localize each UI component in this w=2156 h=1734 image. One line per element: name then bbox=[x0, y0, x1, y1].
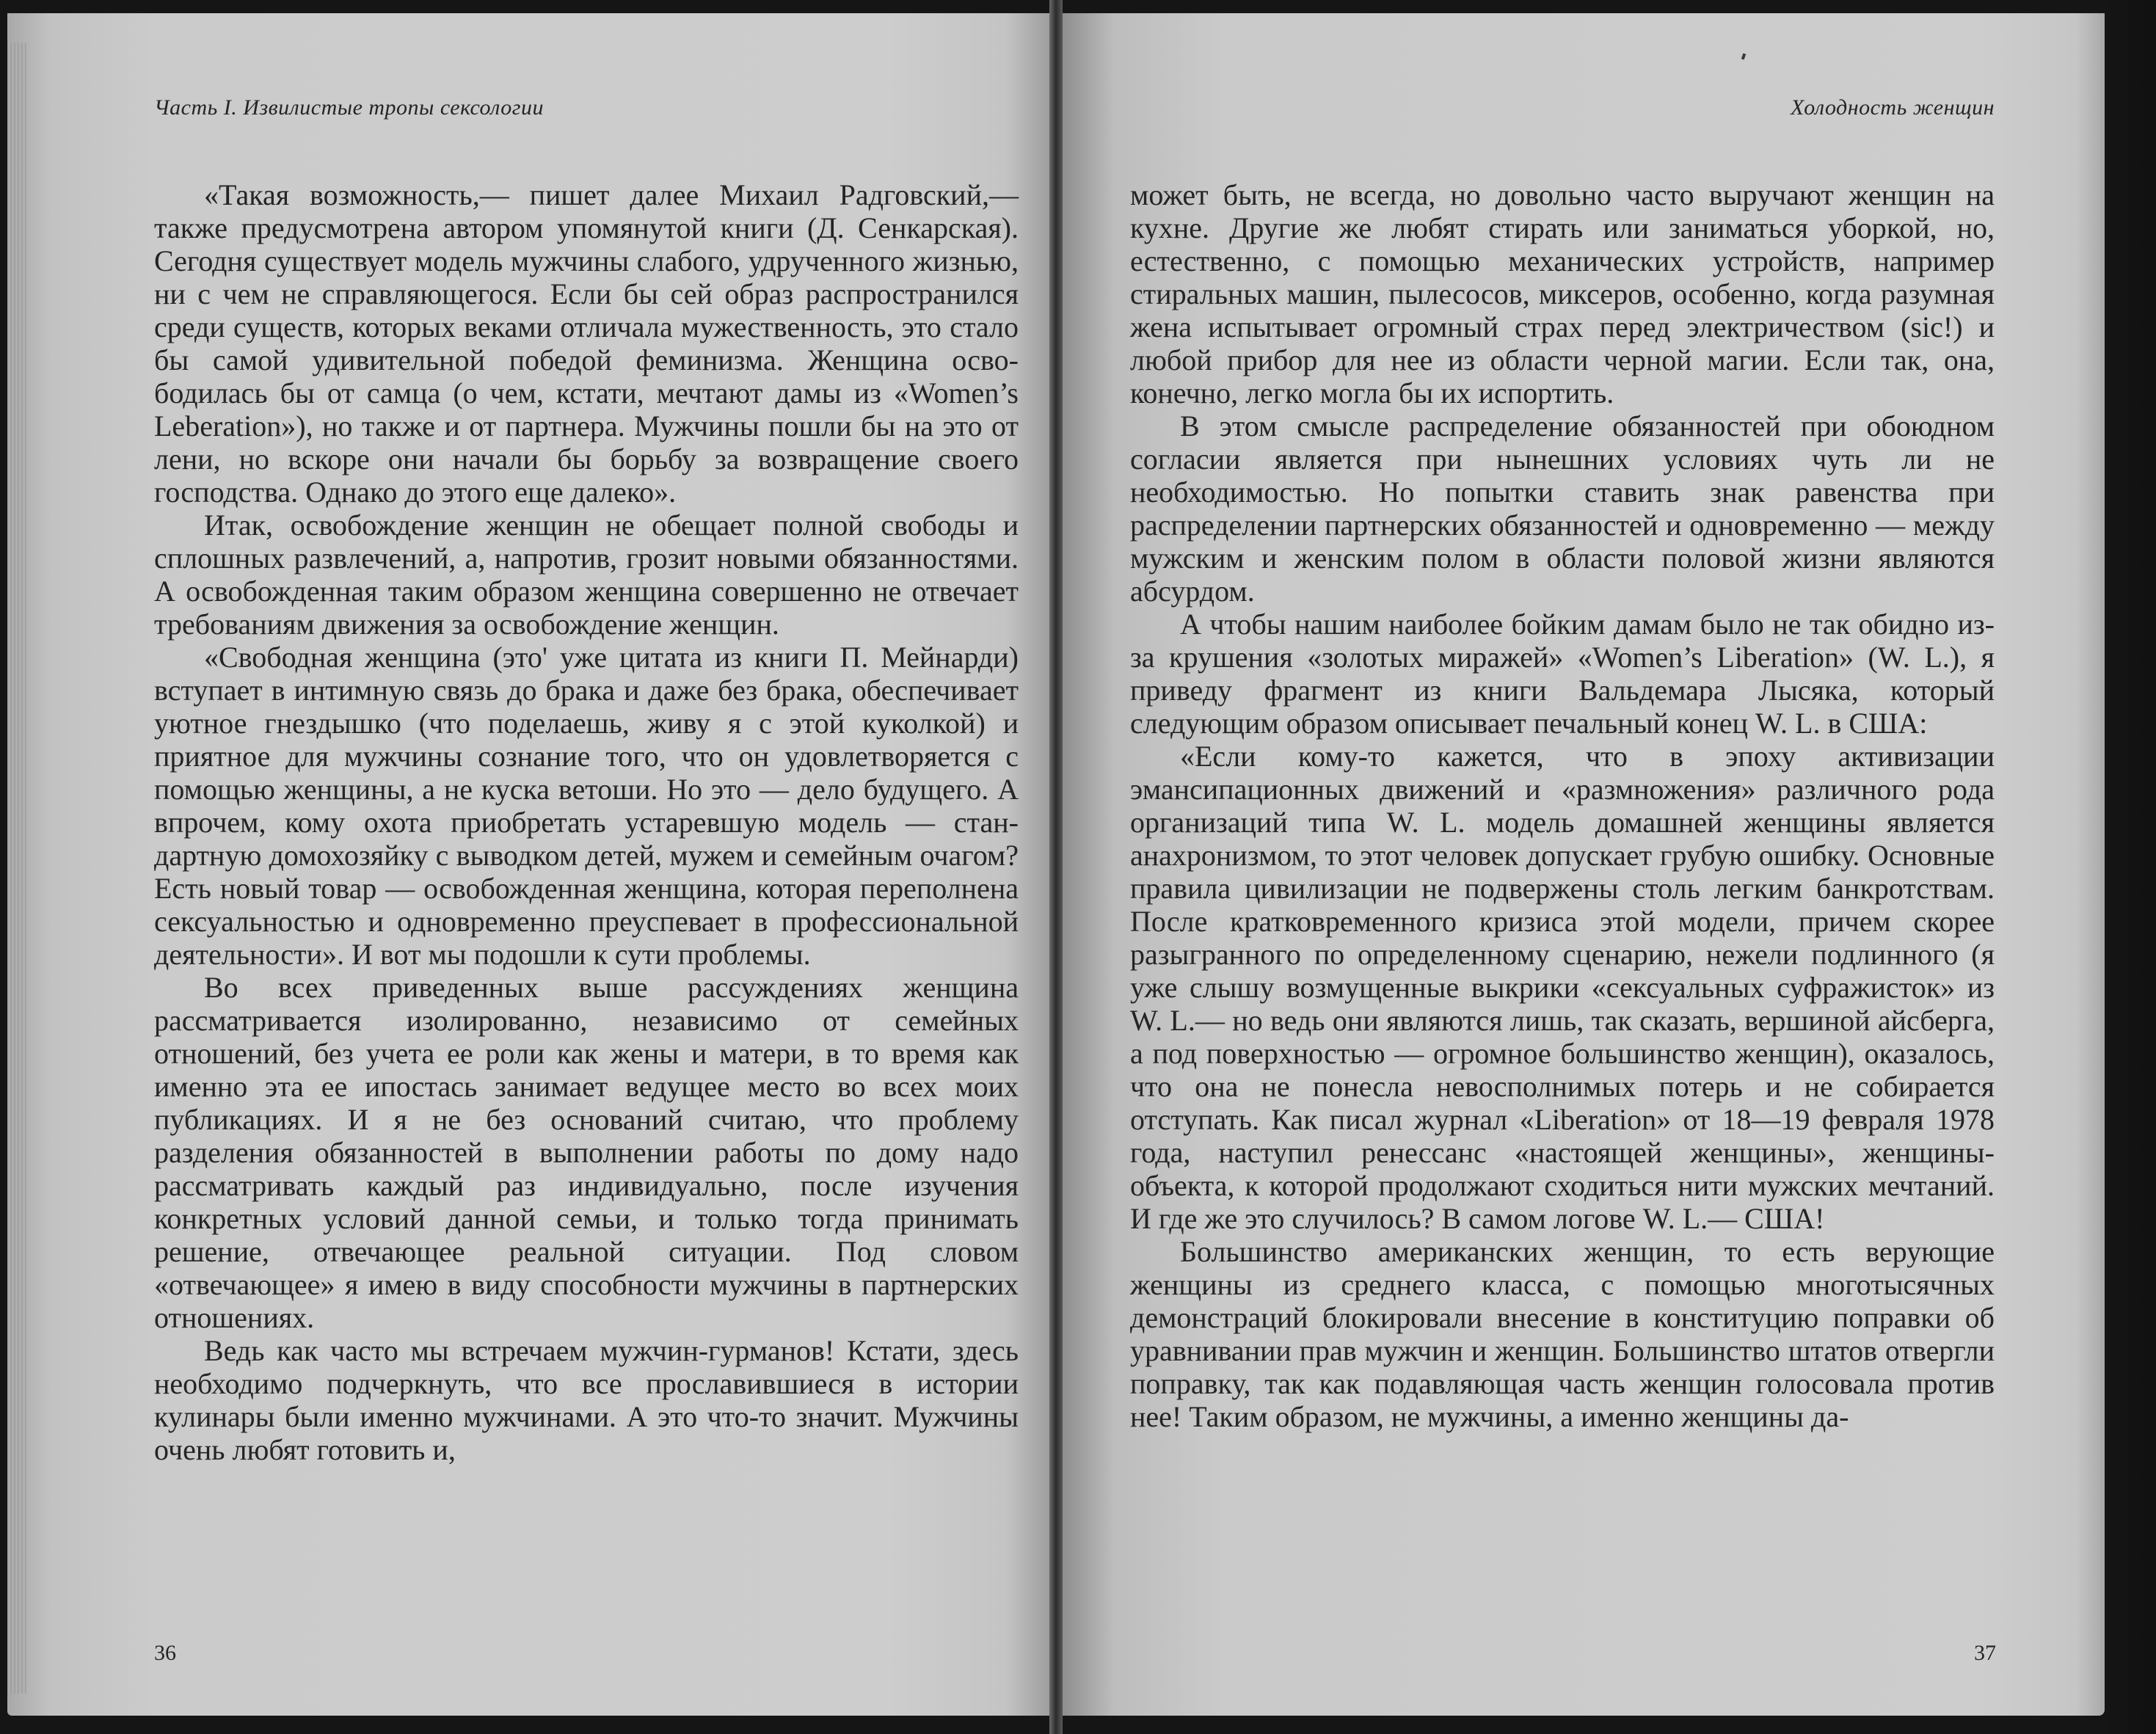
right-page-number: 37 bbox=[1974, 1641, 1996, 1665]
left-paragraph: «Такая возможность,— пишет далее Михаил Радговский,— также предусмотрена автором упомянутой книги (Д. Сенкарская). Сегодня существует модель мужчины слабого, удрученного жизнью, ни с чем не справляющегося. Если бы сей образ распространился среди существ, которых веками отличала мужественность, это стало бы самой удивительной победой феминизма. Женщина освободилась бы от самца (о чем, кстати, мечтают дамы из «Women’s Leberation»), но также и от партнера. Мужчины пошли бы на это от лени, но вскоре они начали бы борьбу за возвращение своего господства. Однако до этого еще далеко». bbox=[154, 178, 1019, 509]
left-paragraph: Во всех приведенных выше рассуждениях женщина рассматривается изолированно, независимо от семейных отношений, без учета ее роли как жены и матери, в то время как именно эта ее ипостась занимает ведущее место во всех моих публикациях. И я не без оснований считаю, что проблему разделения обязанностей в выполнении работы по дому надо рассматривать каждый раз индивидуально, после изучения конкретных условий данной семьи, и только тогда принимать решение, отвечающее реальной ситуации. Под словом «отвечающее» я имею в виду способности мужчины в партнерских отношениях. bbox=[154, 971, 1019, 1334]
left-running-head: Часть I. Извилистые тропы сексологии bbox=[154, 95, 544, 120]
right-paragraph: «Если кому-то кажется, что в эпоху активизации эмансипационных движений и «размножения» различного рода организаций типа W. L. модель домашней женщины является анахронизмом, то этот человек допускает грубую ошибку. Основные правила цивилизации не подвержены столь легким банкротствам. После кратковременного кризиса этой модели, причем скорее разыгранного по определенному сценарию, нежели подлинного (я уже слышу возмущенные выкрики «сексуальных суфражисток» из W. L.— но ведь они являются лишь, так сказать, вершиной айсберга, а под поверхностью — огромное большинство женщин), оказалось, что она не понесла невосполнимых потерь и не собирается отступать. Как писал журнал «Liberation» от 18—19 февраля 1978 года, наступил ренессанс «настоящей женщины», женщины-объекта, к которой продолжают сходиться нити мужских мечтаний. И где же это случилось? В самом логове W. L.— США! bbox=[1130, 740, 1995, 1235]
left-page bbox=[7, 13, 1049, 1716]
left-paragraph: Ведь как часто мы встречаем мужчин-гурманов! Кстати, здесь необходимо подчеркнуть, что все прославившиеся в истории кулинары были именно мужчинами. А это что-то значит. Мужчины очень любят готовить и, bbox=[154, 1334, 1019, 1466]
right-running-head: Холодность женщин bbox=[1791, 95, 1995, 120]
right-page bbox=[1063, 13, 2105, 1716]
print-speck bbox=[1741, 54, 1746, 60]
right-paragraph: А чтобы нашим наиболее бойким дамам было не так обидно из-за крушения «золотых миражей» «Women’s Liberation» (W. L.), я приведу фрагмент из книги Вальдемара Лысяка, который следующим образом описывает печальный конец W. L. в США: bbox=[1130, 608, 1995, 740]
page-edges bbox=[7, 43, 26, 1694]
left-paragraph: «Свободная женщина (это' уже цитата из книги П. Мейнарди) вступает в интимную связь до брака и даже без брака, обеспечивает уютное гнездышко (что поделаешь, живу я с этой куколкой) и приятное для мужчины сознание того, что он удовлетворяется с помощью женщины, а не куска ветоши. Но это — дело будущего. А впрочем, кому охота приобретать устаревшую модель — стандартную домохозяйку с выводком детей, мужем и семейным очагом? Есть новый товар — освобожденная женщина, которая переполнена сексуальностью и одновременно преуспевает в профессиональной деятельности». И вот мы подошли к сути проблемы. bbox=[154, 641, 1019, 971]
left-paragraph: Итак, освобождение женщин не обещает полной свободы и сплошных развлечений, а, напротив, грозит новыми обязанностями. А освобожденная таким образом женщина совершенно не отвечает требованиям движения за освобождение женщин. bbox=[154, 509, 1019, 641]
book-gutter bbox=[1049, 0, 1063, 1734]
left-text-block bbox=[154, 178, 1019, 1466]
right-text-block bbox=[1130, 178, 1995, 1433]
right-paragraph: Большинство американских женщин, то есть верующие женщины из среднего класса, с помощью многотысячных демонстраций блокировали внесение в конституцию поправки об уравнивании прав мужчин и женщин. Большинство штатов отвергли поправку, так как подавляющая часть женщин голосовала против нее! Таким образом, не мужчины, а именно женщины да- bbox=[1130, 1235, 1995, 1433]
scan-background-edge bbox=[2105, 0, 2156, 1734]
right-paragraph: может быть, не всегда, но довольно часто выручают женщин на кухне. Другие же любят стирать или заниматься уборкой, но, естественно, с помощью механических устройств, например стиральных машин, пылесосов, миксеров, особенно, когда разумная жена испытывает огромный страх перед электричеством (sic!) и любой прибор для нее из области черной магии. Если так, она, конечно, легко могла бы их испортить. bbox=[1130, 178, 1995, 409]
right-paragraph: В этом смысле распределение обязанностей при обоюдном согласии является при нынешних условиях чуть ли не необходимостью. Но попытки ставить знак равенства при распределении партнерских обязанностей и одновременно — между мужским и женским полом в области половой жизни являются абсурдом. bbox=[1130, 409, 1995, 608]
left-page-number: 36 bbox=[154, 1641, 176, 1665]
